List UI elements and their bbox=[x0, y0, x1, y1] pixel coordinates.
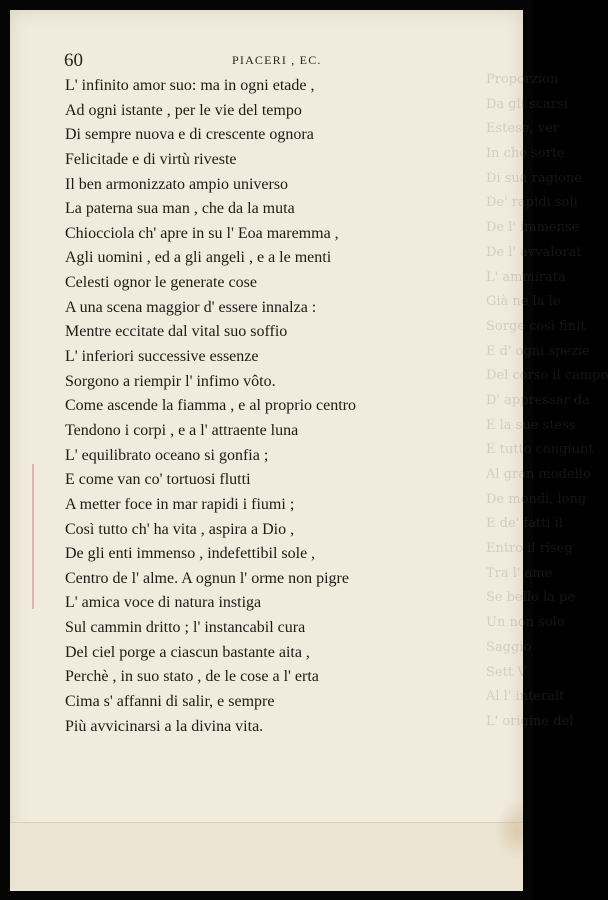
verse-line: E come van co' tortuosi flutti bbox=[65, 471, 251, 489]
verse-line: Perchè , in suo stato , de le cose a l' erta bbox=[65, 668, 319, 686]
verse-line: Ad ogni istante , per le vie del tempo bbox=[65, 101, 302, 119]
verse-line: De gli enti immenso , indefettibil sole , bbox=[65, 545, 316, 563]
verse-line: Chiocciola ch' apre in su l' Eoa maremma , bbox=[65, 224, 339, 242]
verse-block bbox=[65, 74, 485, 739]
paper-stain bbox=[495, 800, 523, 860]
page-header bbox=[64, 50, 464, 72]
verse-line: Cima s' affanni di salir, e sempre bbox=[65, 693, 275, 711]
verse-line: L' infinito amor suo: ma in ogni etade , bbox=[65, 77, 315, 94]
verse-line: Così tutto ch' ha vita , aspira a Dio , bbox=[65, 520, 295, 538]
verse-line: Del ciel porge a ciascun bastante aita , bbox=[65, 643, 310, 661]
verse-line: L' amica voce di natura instiga bbox=[65, 594, 262, 612]
page-number: 60 bbox=[64, 50, 83, 71]
verse-line: La paterna sua man , che da la muta bbox=[65, 200, 295, 218]
verse-line: Come ascende la fiamma , e al proprio centro bbox=[65, 397, 356, 415]
verse-line: A una scena maggior d' essere innalza : bbox=[65, 298, 317, 316]
verse-line: Di sempre nuova e di crescente ognora bbox=[65, 126, 314, 144]
verse-line: L' equilibrato oceano si gonfia ; bbox=[65, 446, 269, 464]
verse-line: Il ben armonizzato ampio universo bbox=[65, 175, 289, 193]
verse-line: Felicitade e di virtù riveste bbox=[65, 150, 237, 168]
book-page bbox=[10, 10, 608, 890]
verse-line: Sorgono a riempir l' infimo vôto. bbox=[65, 372, 276, 390]
verse-line: Più avvicinarsi a la divina vita. bbox=[65, 717, 264, 735]
verse-line: L' inferiori successive essenze bbox=[65, 348, 259, 366]
verse-line: Agli uomini , ed a gli angeli , e a le menti bbox=[65, 249, 332, 267]
verse-line: Celesti ognor le generate cose bbox=[65, 274, 257, 292]
margin-mark bbox=[32, 464, 34, 609]
page-bottom-band bbox=[10, 822, 523, 891]
show-through-text: Proporzion Da gli scarsi Estese, ver In che sorte Di sua ragione De' rapidi soli De l' immense De l' avvalorat L' ammirata Già ne la le Sorge così finit E d' ogni spezie Del corso il campo D' appressar da E la sue stess E tutto congiunt Al gran modello De mondi, long E de' fatti il Entro il riseg Tra l' ame Se bello la pe Un non solo Saggio Sett V Al l' interalt L' origine del bbox=[486, 72, 608, 729]
verse-line: A metter foce in mar rapidi i fiumi ; bbox=[65, 495, 295, 513]
verse-line: Centro de l' alme. A ognun l' orme non pigre bbox=[65, 569, 349, 587]
verse-line: Tendono i corpi , e a l' attraente luna bbox=[65, 421, 299, 439]
running-head: PIACERI , EC. bbox=[232, 53, 322, 67]
verse-line: Mentre eccitate dal vital suo soffio bbox=[65, 323, 288, 341]
verse-line: Sul cammin dritto ; l' instancabil cura bbox=[65, 619, 306, 637]
